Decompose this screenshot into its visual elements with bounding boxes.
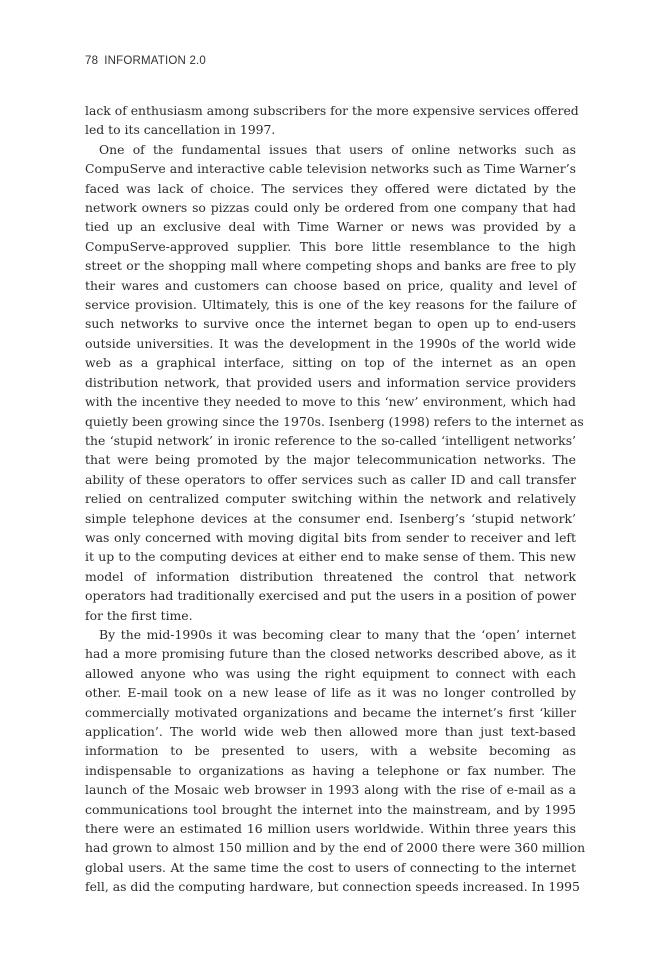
text-line: application’. The world wide web then allowed more than just text-based	[85, 724, 576, 739]
text-line: for the first time.	[85, 607, 193, 623]
text-line: such networks to survive once the internet began to open up to end-users	[85, 316, 576, 332]
body-text	[85, 101, 586, 897]
paragraph	[85, 101, 579, 140]
text-line: CompuServe-approved supplier. This bore little resemblance to the high	[85, 238, 576, 254]
text-line: distribution network, that provided users and information service providers	[85, 374, 576, 390]
text-line: One of the fundamental issues that users of online networks such as	[99, 141, 576, 157]
text-line: had a more promising future than the closed networks described above, as it	[85, 646, 576, 662]
text-line: information to be presented to users, with a website becoming as	[85, 743, 576, 759]
text-line: tied up an exclusive deal with Time Warner or news was provided by a	[85, 219, 576, 235]
text-line: communications tool brought the internet into the mainstream, and by 1995	[85, 801, 576, 817]
text-line: global users. At the same time the cost to users of connecting to the internet	[85, 859, 576, 875]
text-line: network owners so pizzas could only be ordered from one company that had	[85, 200, 576, 216]
text-line: lack of enthusiasm among subscribers for the more expensive services offered	[85, 103, 579, 118]
text-line: their wares and customers can choose based on price, quality and level of	[85, 277, 576, 293]
text-line: faced was lack of choice. The services they offered were dictated by the	[85, 180, 576, 196]
paragraph	[85, 140, 584, 625]
text-line: the ‘stupid network’ in ironic reference to the so-called ‘intelligent networks’	[85, 432, 576, 448]
text-line: ability of these operators to offer services such as caller ID and call transfer	[85, 471, 576, 487]
text-line: other. E-mail took on a new lease of life as it was no longer controlled by	[85, 685, 576, 701]
text-line: there were an estimated 16 million users worldwide. Within three years this	[85, 821, 576, 837]
text-line: By the mid-1990s it was becoming clear to many that the ‘open’ internet	[99, 626, 576, 642]
text-line: indispensable to organizations as having a telephone or fax number. The	[85, 762, 576, 778]
text-line: quietly been growing since the 1970s. Isenberg (1998) refers to the internet as	[85, 413, 584, 429]
text-line: service provision. Ultimately, this is one of the key reasons for the failure of	[85, 297, 576, 313]
text-line: outside universities. It was the development in the 1990s of the world wide	[85, 335, 576, 351]
text-line: fell, as did the computing hardware, but connection speeds increased. In 1995	[85, 879, 580, 895]
text-line: allowed anyone who was using the right equipment to connect with each	[85, 665, 576, 681]
text-line: CompuServe and interactive cable television networks such as Time Warner’s	[85, 161, 576, 177]
text-line: web as a graphical interface, sitting on top of the internet as an open	[85, 355, 576, 371]
running-head	[85, 55, 206, 67]
text-line: was only concerned with moving digital bits from sender to receiver and left	[85, 529, 576, 545]
text-line: operators had traditionally exercised and put the users in a position of power	[85, 588, 576, 604]
text-line: model of information distribution threatened the control that network	[85, 568, 576, 584]
text-line: it up to the computing devices at either end to make sense of them. This new	[85, 549, 576, 565]
text-line: simple telephone devices at the consumer end. Isenberg’s ‘stupid network’	[85, 510, 576, 526]
text-line: led to its cancellation in 1997.	[85, 122, 276, 138]
paragraph	[85, 625, 586, 897]
text-line: launch of the Mosaic web browser in 1993 along with the rise of e-mail as a	[85, 782, 576, 798]
text-line: relied on centralized computer switching within the network and relatively	[85, 491, 576, 507]
running-head-title: INFORMATION 2.0	[104, 55, 207, 67]
text-line: commercially motivated organizations and became the internet’s first ‘killer	[85, 704, 576, 720]
page-number: 78	[85, 55, 99, 67]
text-line: with the incentive they needed to move to this ‘new’ environment, which had	[85, 394, 576, 410]
text-line: that were being promoted by the major telecommunication networks. The	[85, 452, 576, 468]
text-line: had grown to almost 150 million and by the end of 2000 there were 360 million	[85, 840, 586, 856]
text-line: street or the shopping mall where competing shops and banks are free to ply	[85, 258, 576, 274]
